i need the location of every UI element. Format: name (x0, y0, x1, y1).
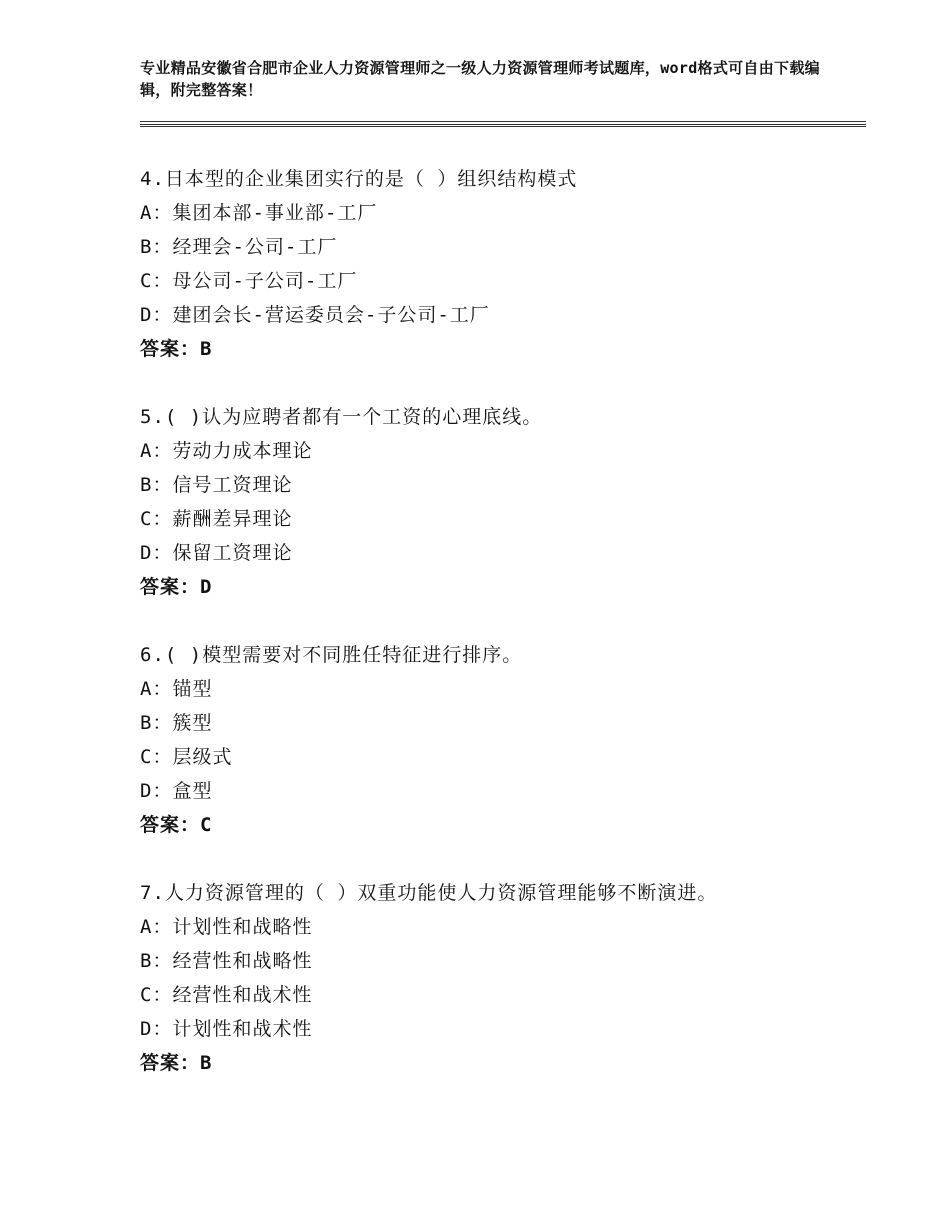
header-rule (140, 121, 866, 122)
option-a: A：锚型 (140, 678, 213, 700)
option-c: C：母公司-子公司-工厂 (140, 270, 358, 292)
answer: 答案：C (140, 814, 213, 836)
option-b: B：经理会-公司-工厂 (140, 236, 338, 258)
option-d: D：计划性和战术性 (140, 1018, 313, 1040)
header-rule (140, 126, 866, 127)
header-rule (140, 124, 866, 125)
option-c: C：薪酬差异理论 (140, 508, 293, 530)
option-b: B：信号工资理论 (140, 474, 293, 496)
question-5 (140, 400, 860, 604)
option-b: B：簇型 (140, 712, 213, 734)
question-4 (140, 162, 860, 366)
question-stem: 4.日本型的企业集团实行的是（ ）组织结构模式 (140, 168, 578, 190)
answer: 答案：B (140, 1052, 213, 1074)
question-stem: 5.( )认为应聘者都有一个工资的心理底线。 (140, 406, 543, 428)
option-d: D：保留工资理论 (140, 542, 293, 564)
option-a: A：集团本部-事业部-工厂 (140, 202, 378, 224)
option-a: A：计划性和战略性 (140, 916, 313, 938)
option-d: D：建团会长-营运委员会-子公司-工厂 (140, 304, 490, 326)
question-stem: 7.人力资源管理的（ ）双重功能使人力资源管理能够不断演进。 (140, 882, 718, 904)
option-b: B：经营性和战略性 (140, 950, 313, 972)
option-d: D：盒型 (140, 780, 213, 802)
answer: 答案：B (140, 338, 213, 360)
option-c: C：层级式 (140, 746, 233, 768)
document-header: 专业精品安徽省合肥市企业人力资源管理师之一级人力资源管理师考试题库，word格式可自由下载编辑，附完整答案！ (140, 59, 820, 99)
question-list (140, 162, 860, 1114)
question-7 (140, 876, 860, 1080)
option-a: A：劳动力成本理论 (140, 440, 313, 462)
question-stem: 6.( )模型需要对不同胜任特征进行排序。 (140, 644, 523, 666)
answer: 答案：D (140, 576, 213, 598)
question-6 (140, 638, 860, 842)
option-c: C：经营性和战术性 (140, 984, 313, 1006)
